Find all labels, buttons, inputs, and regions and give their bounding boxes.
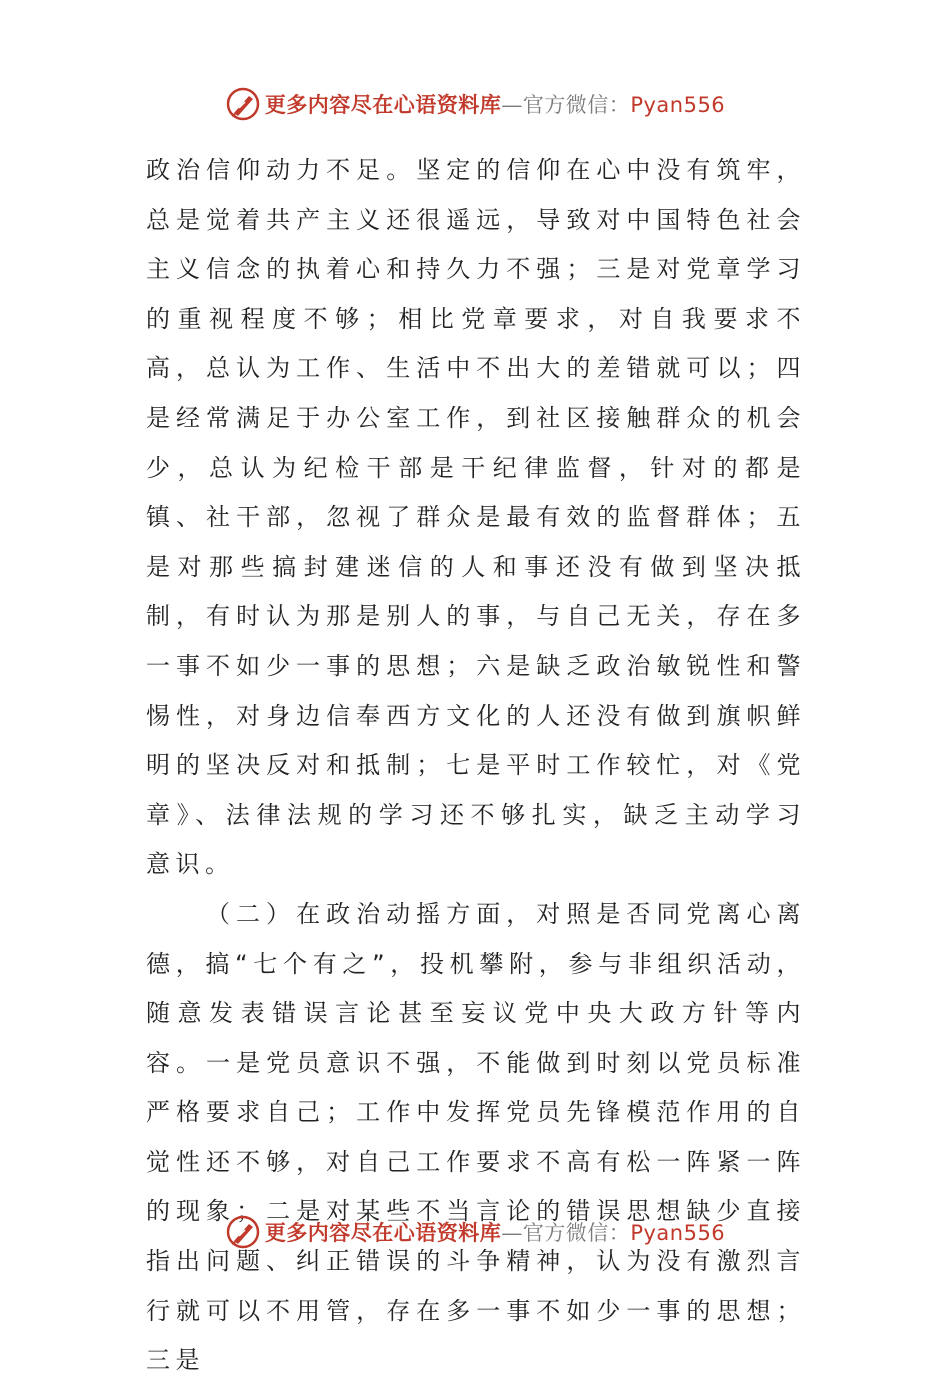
footer-banner-text (265, 1217, 725, 1247)
pen-nib-circle-icon (225, 86, 261, 122)
footer-banner-id: Pyan556 (630, 1221, 726, 1245)
paragraph-1: 政治信仰动力不足。坚定的信仰在心中没有筑牢，总是觉着共产主义还很遥远，导致对中国特色社会主义信念的执着心和持久力不强；三是对党章学习的重视程度不够；相比党章要求，对自我要求不高，总认为工作、生活中不出大的差错就可以；四是经常满足于办公室工作，到社区接触群众的机会少，总认为纪检干部是干纪律监督，针对的都是镇、社干部，忽视了群众是最有效的监督群体；五是对那些搞封建迷信的人和事还没有做到坚决抵制，有时认为那是别人的事，与自己无关，存在多一事不如少一事的思想；六是缺乏政治敏锐性和警惕性，对身边信奉西方文化的人还没有做到旗帜鲜明的坚决反对和抵制；七是平时工作较忙，对《党章》、法律法规的学习还不够扎实，缺乏主动学习意识。 (146, 156, 806, 879)
pen-nib-circle-icon (225, 1214, 261, 1250)
header-banner-main: 更多内容尽在心语资料库 (264, 92, 502, 117)
footer-banner (0, 1210, 950, 1254)
footer-banner-main: 更多内容尽在心语资料库 (264, 1220, 502, 1245)
header-banner-label: 官方微信： (522, 93, 631, 117)
header-banner-dash: — (501, 93, 523, 117)
document-body (146, 146, 806, 1386)
header-banner-text (265, 89, 725, 119)
footer-banner-dash: — (501, 1221, 523, 1245)
header-banner-id: Pyan556 (630, 93, 726, 117)
paragraph-2: （二）在政治动摇方面，对照是否同党离心离德，搞“七个有之”，投机攀附，参与非组织活动，随意发表错误言论甚至妄议党中央大政方针等内容。一是党员意识不强，不能做到时刻以党员标准严格要求自己；工作中发挥党员先锋模范作用的自觉性还不够，对自己工作要求不高有松一阵紧一阵的现象；二是对某些不当言论的错误思想缺少直接指出问题、纠正错误的斗争精神，认为没有激烈言行就可以不用管，存在多一事不如少一事的思想；三是 (146, 899, 806, 1375)
footer-banner-label: 官方微信： (522, 1221, 631, 1245)
header-banner (0, 82, 950, 126)
